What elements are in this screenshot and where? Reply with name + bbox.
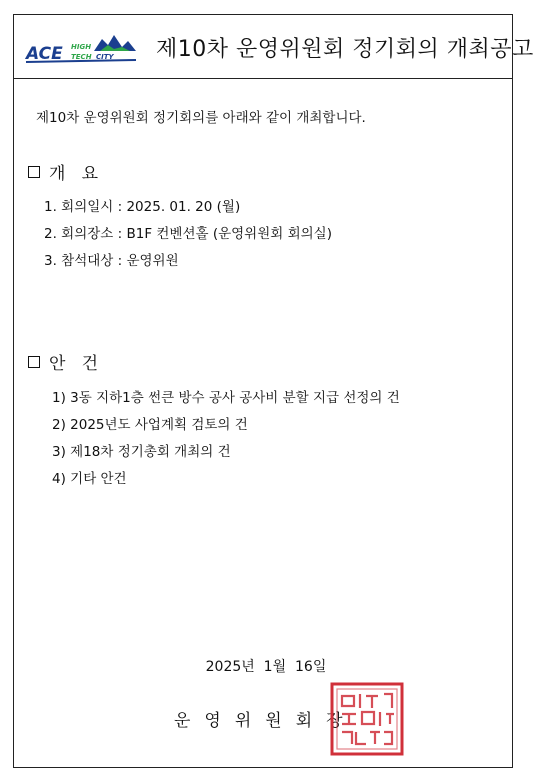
overview-list <box>44 194 332 275</box>
svg-text:ACE: ACE <box>26 44 63 64</box>
notice-header <box>14 15 534 79</box>
svg-text:CITY: CITY <box>96 53 114 61</box>
agenda-item: 4) 기타 안건 <box>52 471 127 487</box>
agenda-heading-label: 안 건 <box>49 354 99 374</box>
checkbox-square-icon <box>28 356 40 368</box>
svg-text:HIGH: HIGH <box>71 43 92 51</box>
agenda-item: 3) 제18차 정기총회 개최의 건 <box>52 444 231 460</box>
official-seal-stamp <box>330 682 404 756</box>
svg-text:TECH: TECH <box>71 53 92 61</box>
agenda-item: 2) 2025년도 사업계획 검토의 건 <box>52 417 248 433</box>
agenda-list <box>52 385 400 493</box>
notice-frame <box>13 14 534 768</box>
overview-heading <box>28 159 98 184</box>
signer-title: 운영위원회장 <box>174 711 357 731</box>
overview-item: 1. 회의일시 : 2025. 01. 20 (월) <box>44 199 241 215</box>
ace-high-tech-city-logo <box>24 29 142 65</box>
overview-heading-label: 개 요 <box>49 164 99 184</box>
intro-text: 제10차 운영위원회 정기회의를 아래와 같이 개최합니다. <box>36 110 366 126</box>
notice-title: 제10차 운영위원회 정기회의 개최공고 <box>156 37 534 62</box>
agenda-item: 1) 3동 지하1층 썬큰 방수 공사 공사비 분할 지급 선정의 건 <box>52 390 400 406</box>
overview-item: 2. 회의장소 : B1F 컨벤션홀 (운영위원회 회의실) <box>44 226 332 242</box>
notice-date: 2025년 1월 16일 <box>205 659 327 675</box>
checkbox-square-icon <box>28 166 40 178</box>
overview-item: 3. 참석대상 : 운영위원 <box>44 253 179 269</box>
agenda-heading <box>28 349 98 374</box>
